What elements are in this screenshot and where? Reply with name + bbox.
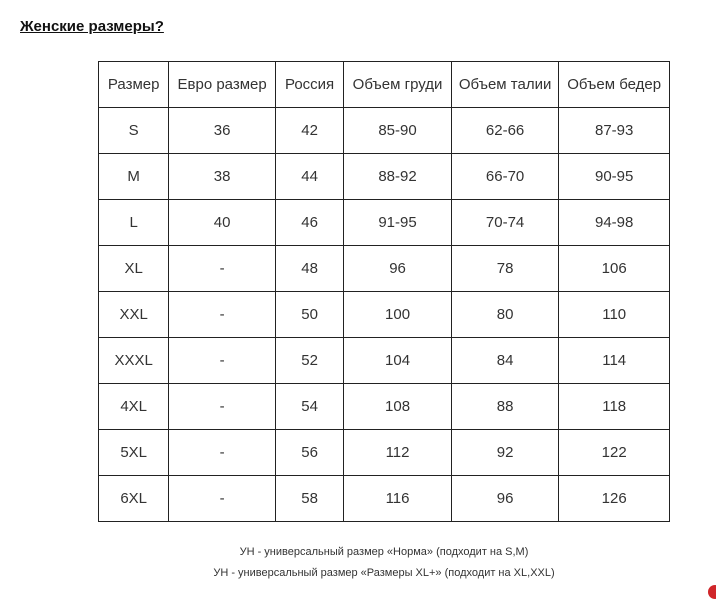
- cell-euro-size: -: [169, 292, 276, 338]
- header-euro-size: Евро размер: [169, 62, 276, 108]
- cell-size: L: [99, 200, 169, 246]
- cell-hips: 90-95: [559, 154, 670, 200]
- cell-russia-size: 56: [275, 430, 343, 476]
- cell-hips: 126: [559, 476, 670, 522]
- cell-size: XL: [99, 246, 169, 292]
- cell-euro-size: -: [169, 338, 276, 384]
- cell-size: S: [99, 108, 169, 154]
- cell-waist: 62-66: [451, 108, 559, 154]
- cell-bust: 85-90: [344, 108, 452, 154]
- table-row: [99, 246, 670, 292]
- cell-russia-size: 46: [275, 200, 343, 246]
- cell-waist: 78: [451, 246, 559, 292]
- cell-hips: 110: [559, 292, 670, 338]
- cell-size: XXXL: [99, 338, 169, 384]
- table-row: [99, 476, 670, 522]
- footnote-universal-size-norma: УН - универсальный размер «Норма» (подходит на S,M): [239, 546, 529, 558]
- table-row: [99, 200, 670, 246]
- cell-bust: 96: [344, 246, 452, 292]
- table-row: [99, 108, 670, 154]
- header-waist: Объем талии: [451, 62, 559, 108]
- cell-russia-size: 52: [275, 338, 343, 384]
- size-chart-table: [98, 61, 670, 522]
- cell-waist: 96: [451, 476, 559, 522]
- header-russia-size: Россия: [275, 62, 343, 108]
- cell-euro-size: -: [169, 384, 276, 430]
- header-bust: Объем груди: [344, 62, 452, 108]
- table-row: [99, 384, 670, 430]
- cell-russia-size: 54: [275, 384, 343, 430]
- cell-hips: 94-98: [559, 200, 670, 246]
- footnote-universal-size-xl-plus: УН - универсальный размер «Размеры XL+» (подходит на XL,XXL): [213, 567, 555, 579]
- cell-russia-size: 42: [275, 108, 343, 154]
- cell-hips: 106: [559, 246, 670, 292]
- cell-euro-size: -: [169, 246, 276, 292]
- table-row: [99, 292, 670, 338]
- edge-circle-icon: [708, 585, 716, 599]
- cell-bust: 104: [344, 338, 452, 384]
- table-header-row: [99, 62, 670, 108]
- cell-hips: 118: [559, 384, 670, 430]
- cell-waist: 92: [451, 430, 559, 476]
- cell-euro-size: -: [169, 430, 276, 476]
- cell-size: M: [99, 154, 169, 200]
- cell-size: 4XL: [99, 384, 169, 430]
- table-row: [99, 338, 670, 384]
- cell-euro-size: -: [169, 476, 276, 522]
- cell-bust: 91-95: [344, 200, 452, 246]
- cell-waist: 80: [451, 292, 559, 338]
- cell-euro-size: 36: [169, 108, 276, 154]
- cell-euro-size: 40: [169, 200, 276, 246]
- cell-russia-size: 48: [275, 246, 343, 292]
- table-row: [99, 154, 670, 200]
- cell-russia-size: 58: [275, 476, 343, 522]
- cell-russia-size: 50: [275, 292, 343, 338]
- cell-bust: 108: [344, 384, 452, 430]
- cell-euro-size: 38: [169, 154, 276, 200]
- cell-hips: 87-93: [559, 108, 670, 154]
- cell-waist: 88: [451, 384, 559, 430]
- cell-size: XXL: [99, 292, 169, 338]
- cell-waist: 66-70: [451, 154, 559, 200]
- table-row: [99, 430, 670, 476]
- page-title: Женские размеры?: [20, 18, 164, 35]
- header-size: Размер: [99, 62, 169, 108]
- cell-waist: 70-74: [451, 200, 559, 246]
- cell-waist: 84: [451, 338, 559, 384]
- cell-russia-size: 44: [275, 154, 343, 200]
- header-hips: Объем бедер: [559, 62, 670, 108]
- cell-bust: 116: [344, 476, 452, 522]
- cell-bust: 100: [344, 292, 452, 338]
- cell-bust: 88-92: [344, 154, 452, 200]
- cell-size: 6XL: [99, 476, 169, 522]
- cell-size: 5XL: [99, 430, 169, 476]
- cell-hips: 114: [559, 338, 670, 384]
- cell-hips: 122: [559, 430, 670, 476]
- cell-bust: 112: [344, 430, 452, 476]
